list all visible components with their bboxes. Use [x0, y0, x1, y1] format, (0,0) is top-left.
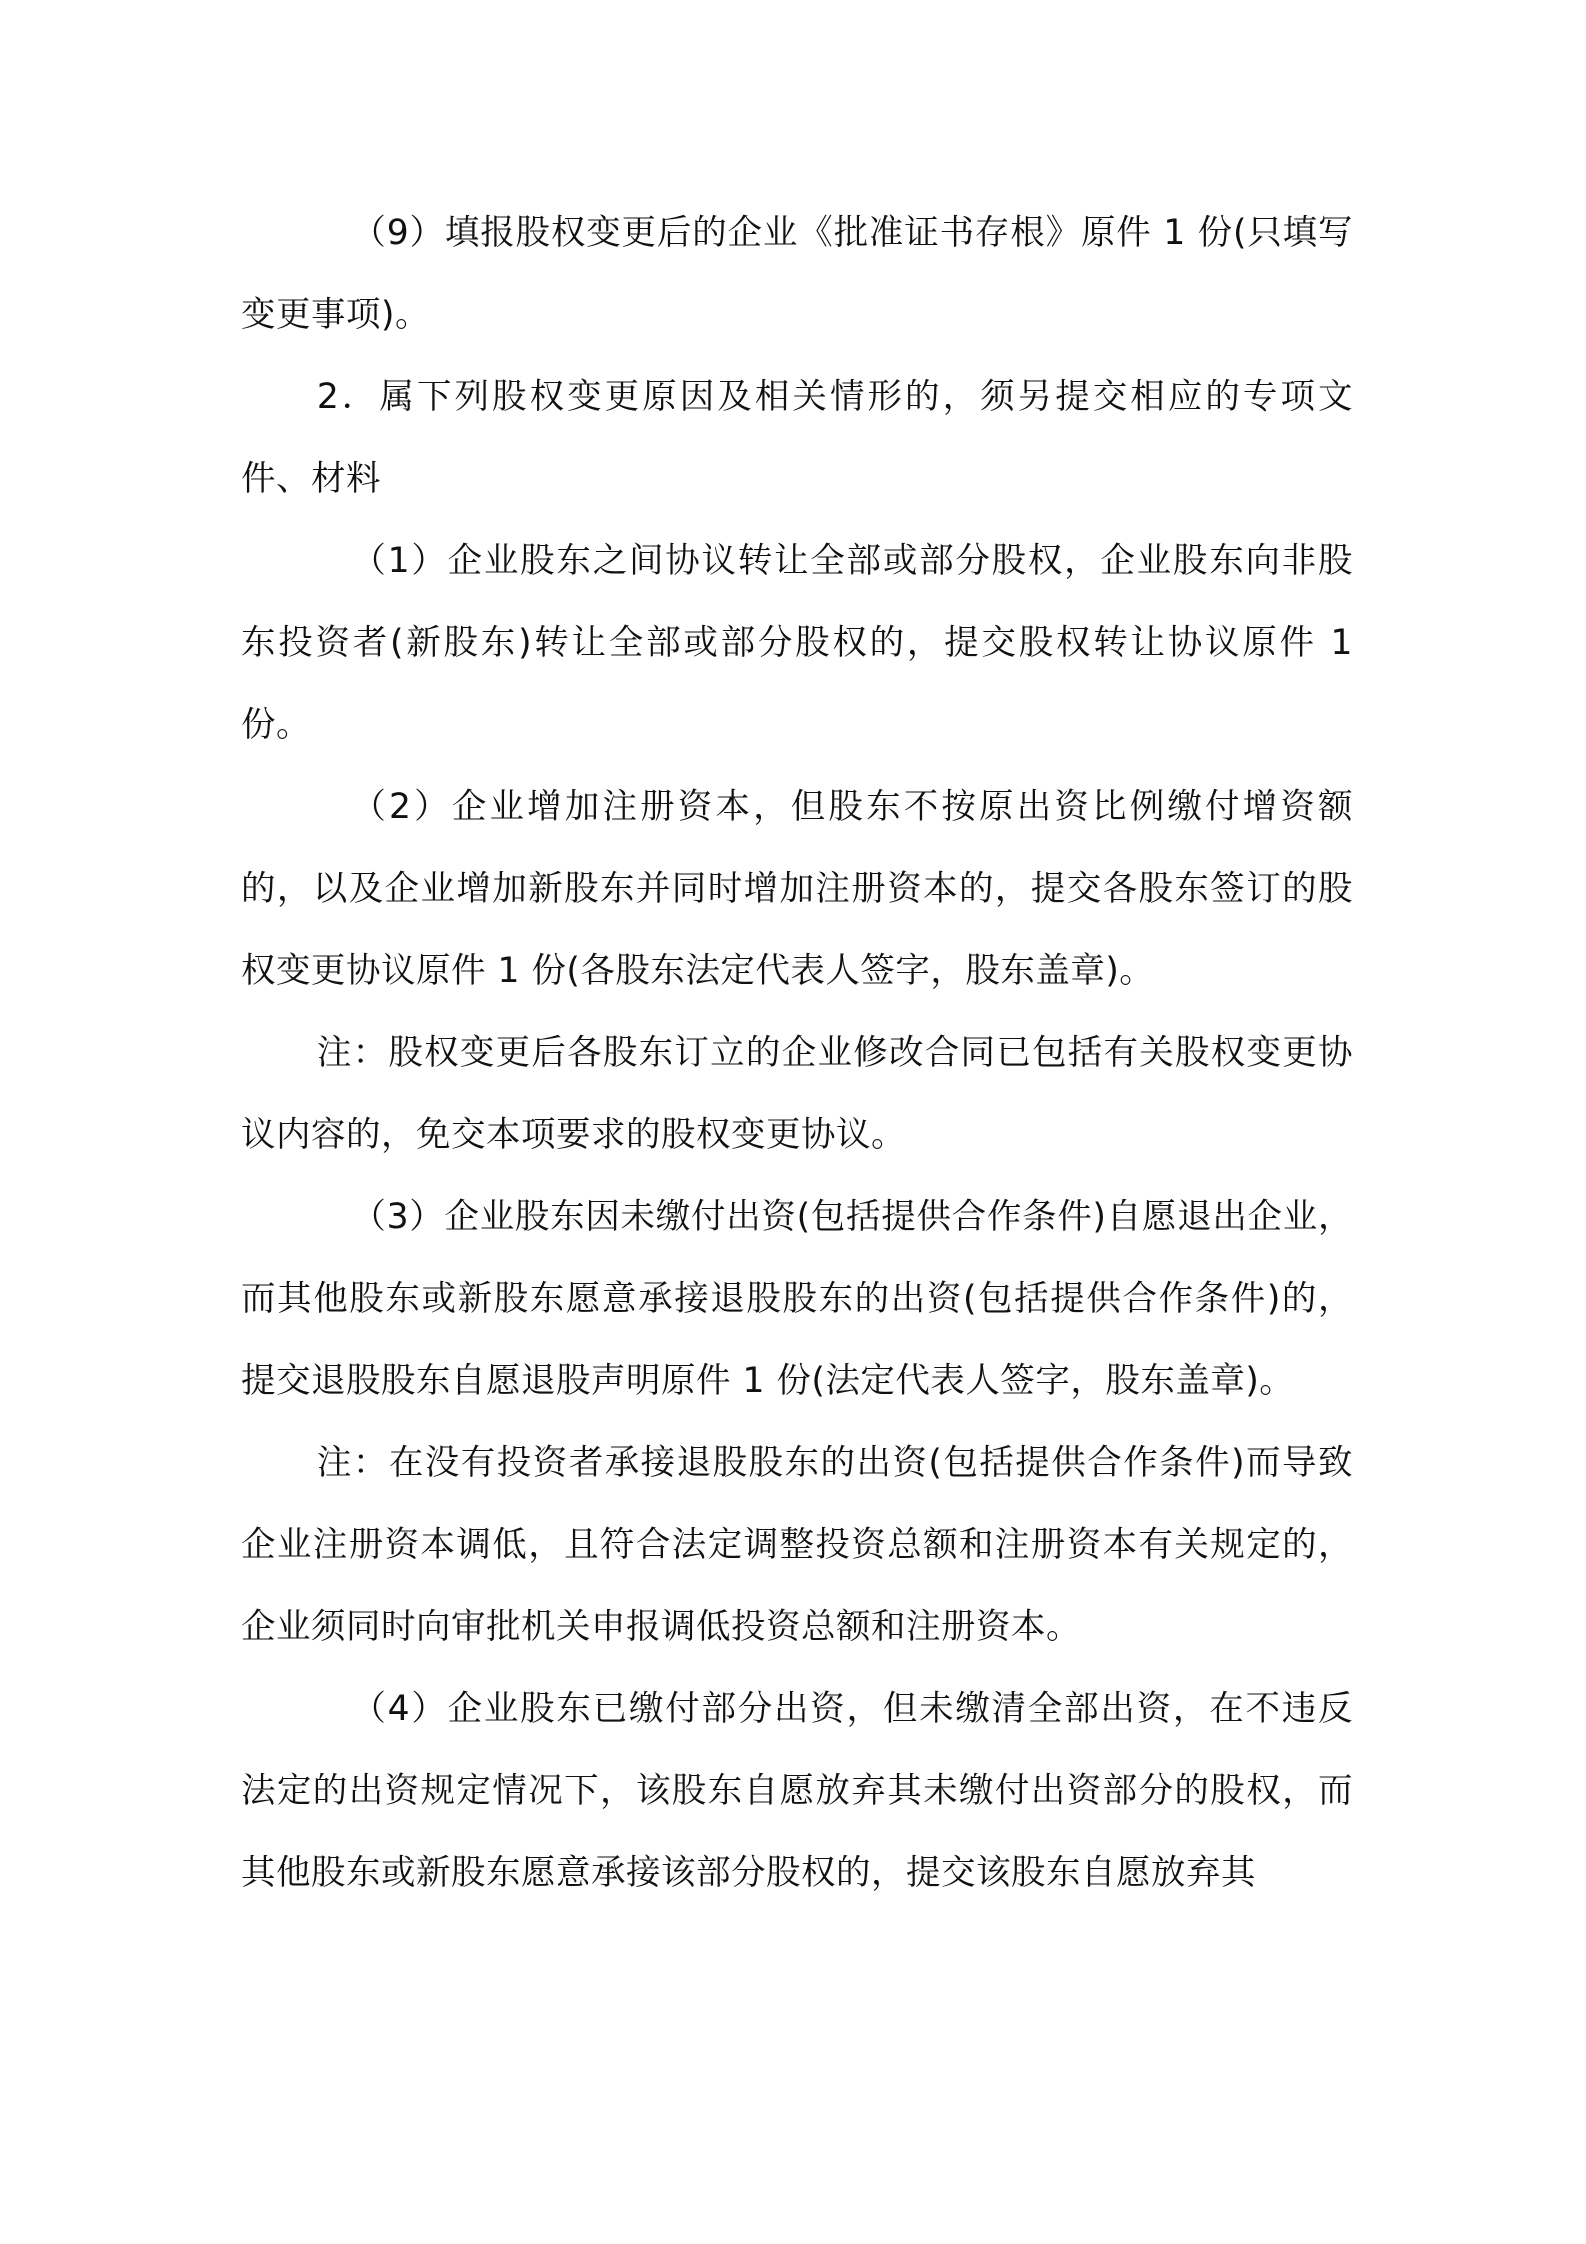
paragraph-item-1: （1）企业股东之间协议转让全部或部分股权，企业股东向非股东投资者(新股东)转让全部或部分股权的，提交股权转让协议原件 1 份。	[241, 541, 1353, 745]
document-body	[241, 192, 1353, 1914]
paragraph-note-1: 注：股权变更后各股东订立的企业修改合同已包括有关股权变更协议内容的，免交本项要求的股权变更协议。	[241, 1033, 1353, 1155]
paragraph-note-2: 注：在没有投资者承接退股股东的出资(包括提供合作条件)而导致企业注册资本调低，且符合法定调整投资总额和注册资本有关规定的，企业须同时向审批机关申报调低投资总额和注册资本。	[241, 1443, 1353, 1647]
paragraph-item-4: （4）企业股东已缴付部分出资，但未缴清全部出资，在不违反法定的出资规定情况下，该股东自愿放弃其未缴付出资部分的股权，而其他股东或新股东愿意承接该部分股权的，提交该股东自愿放弃其	[241, 1689, 1353, 1893]
paragraph-item-2: （2）企业增加注册资本，但股东不按原出资比例缴付增资额的，以及企业增加新股东并同时增加注册资本的，提交各股东签订的股权变更协议原件 1 份(各股东法定代表人签字，股东盖章)。	[241, 787, 1353, 991]
paragraph-item-3: （3）企业股东因未缴付出资(包括提供合作条件)自愿退出企业，而其他股东或新股东愿意承接退股股东的出资(包括提供合作条件)的，提交退股股东自愿退股声明原件 1 份(法定代表人签字，股东盖章)。	[241, 1197, 1353, 1401]
paragraph-item-9: （9）填报股权变更后的企业《批准证书存根》原件 1 份(只填写变更事项)。	[241, 213, 1353, 335]
paragraph-section-2: 2．属下列股权变更原因及相关情形的，须另提交相应的专项文件、材料	[241, 377, 1353, 499]
